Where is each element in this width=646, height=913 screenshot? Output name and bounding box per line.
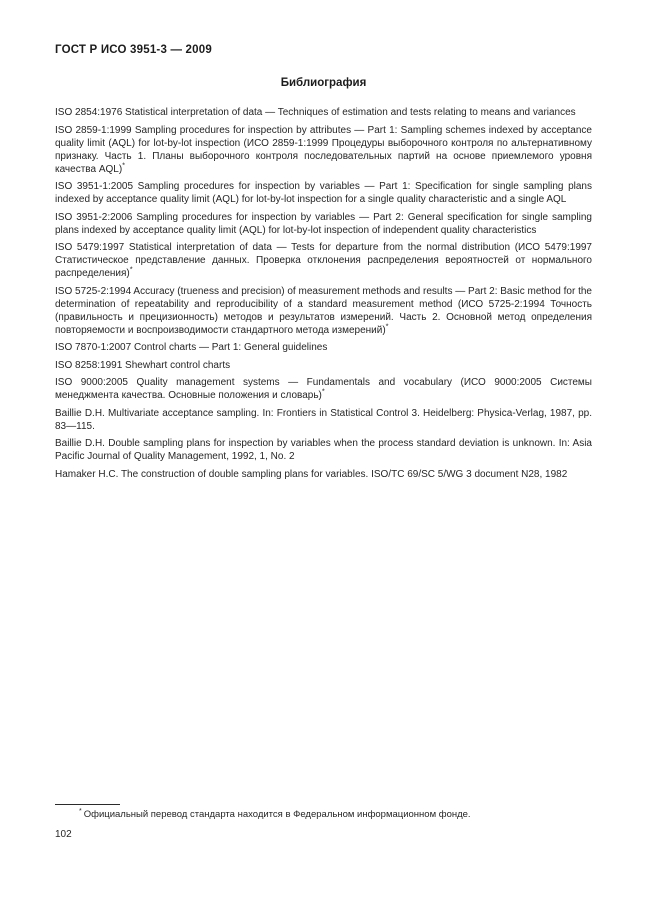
- footnote-text: Официальный перевод стандарта находится в Федеральном информационном фонде.: [83, 809, 471, 820]
- reference-text: ISO 3951-1:2005 Sampling procedures for inspection by variables — Part 1: Specification for single sampling plans indexed by acceptance quality limit (AQL) for lot-by-lot inspection for a single quality characteristic and a single AQL: [55, 181, 592, 205]
- footnote-marker: *: [321, 386, 325, 396]
- reference-text: ISO 8258:1991 Shewhart control charts: [55, 359, 231, 371]
- reference-item: [55, 468, 592, 481]
- reference-item: [55, 106, 592, 119]
- footnote-rule: [55, 804, 120, 805]
- reference-text: ISO 2859-1:1999 Sampling procedures for inspection by attributes — Part 1: Sampling schemes indexed by acceptance quality limit (AQL) for lot-by-lot inspection (ИСО 2859-1:1999 Процедуры выборочного контроля по альтернативному признаку. Часть 1. Планы выборочного контроля последовательных партий на основе приемлемого уровня качества AQL): [55, 124, 592, 175]
- reference-text: Baillie D.H. Double sampling plans for inspection by variables when the process standard deviation is unknown. In: Asia Pacific Journal of Quality Management, 1992, 1, No. 2: [55, 438, 592, 462]
- footnote-asterisk: *: [79, 807, 82, 815]
- reference-item: [55, 407, 592, 433]
- reference-item: [55, 124, 592, 176]
- footnote: [55, 809, 592, 821]
- reference-text: Baillie D.H. Multivariate acceptance sampling. In: Frontiers in Statistical Control 3. Heidelberg: Physica-Verlag, 1987, pp. 83—115.: [55, 407, 592, 432]
- reference-item: [55, 285, 592, 337]
- reference-item: [55, 241, 592, 280]
- reference-item: [55, 376, 592, 402]
- reference-item: [55, 211, 592, 237]
- reference-text: ISO 3951-2:2006 Sampling procedures for inspection by variables — Part 2: General specification for single sampling plans indexed by acceptance quality limit (AQL) for lot-by-lot inspection of independent quality characteristics: [55, 211, 592, 236]
- footnote-marker: *: [129, 264, 133, 274]
- footnote-block: [55, 804, 592, 821]
- reference-text: ISO 7870-1:2007 Control charts — Part 1: General guidelines: [55, 342, 328, 353]
- document-header: ГОСТ Р ИСО 3951-3 — 2009: [55, 44, 212, 56]
- reference-item: [55, 341, 592, 354]
- page-number: 102: [55, 829, 72, 840]
- reference-item: [55, 180, 592, 206]
- bibliography-list: [55, 106, 592, 485]
- reference-text: ISO 5479:1997 Statistical interpretation of data — Tests for departure from the normal distribution (ИСО 5479:1997 Статистическое представление данных. Проверка отклонения распределения вероятностей от нормального распределения): [55, 242, 592, 279]
- footnote-marker: *: [385, 321, 389, 331]
- reference-item: [55, 437, 592, 463]
- reference-item: [55, 359, 592, 372]
- page-title: Библиография: [280, 77, 367, 89]
- reference-text: Hamaker H.C. The construction of double sampling plans for variables. ISO/TC 69/SC 5/WG 3 document N28, 1982: [55, 468, 568, 480]
- reference-text: ISO 2854:1976 Statistical interpretation of data — Techniques of estimation and tests relating to means and variances: [55, 107, 576, 118]
- reference-text: ISO 9000:2005 Quality management systems — Fundamentals and vocabulary (ИСО 9000:2005 Системы менеджмента качества. Основные положения и словарь): [55, 377, 592, 401]
- footnote-marker: *: [122, 160, 126, 170]
- reference-text: ISO 5725-2:1994 Accuracy (trueness and precision) of measurement methods and results — Part 2: Basic method for the determination of repeatability and reproducibility of a standard measurement method (ИСО 5725-2:1994 Точность (правильность и прецизионность) методов и результатов измерений. Часть 2. Основной метод определения повторяемости и воспроизводимости стандартного метода измерений): [55, 285, 592, 336]
